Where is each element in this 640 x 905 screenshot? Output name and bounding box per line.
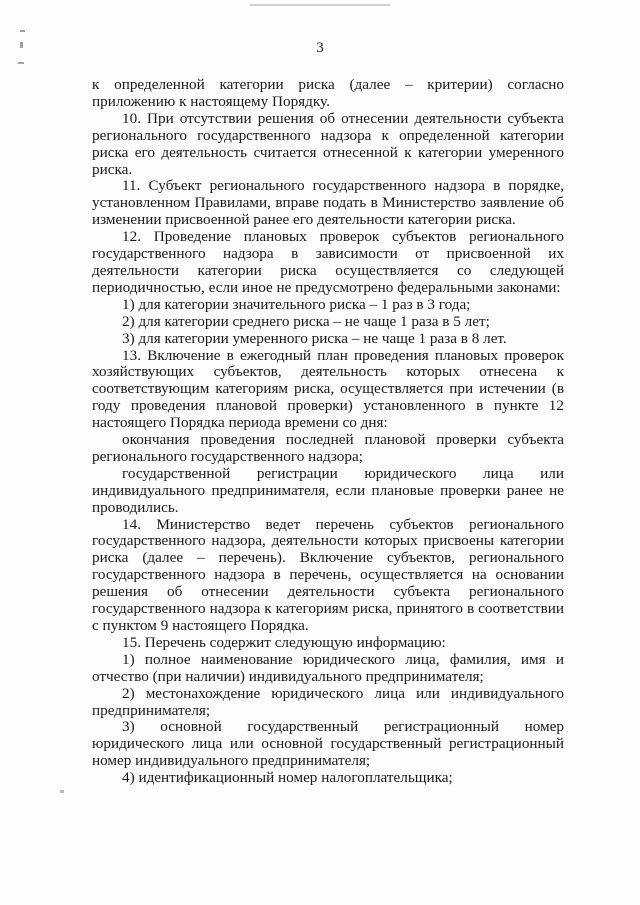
paragraph: к определенной категории риска (далее – критерии) согласно приложению к настоящему Порядку. (92, 76, 564, 110)
paragraph: окончания проведения последней плановой проверки субъекта регионального государственного надзора; (92, 431, 564, 465)
paragraph: 4) идентификационный номер налогоплательщика; (122, 769, 453, 787)
paragraph: 3) для категории умеренного риска – не чаще 1 раза в 8 лет. (122, 329, 507, 347)
scan-artifact (18, 62, 24, 64)
paragraph: 15. Перечень содержит следующую информацию: (122, 633, 446, 651)
paragraph: 2) местонахождение юридического лица или индивидуального предпринимателя; (92, 684, 564, 719)
scan-artifact (60, 790, 64, 793)
paragraph: государственной регистрации юридического лица или индивидуального предпринимателя, если плановые проверки ранее не проводились. (92, 464, 564, 516)
paragraph: 14. Министерство ведет перечень субъектов регионального государственного надзора, деятельности которых присвоены категории риска (далее – перечень). Включение субъектов, регионального государственного надзора в перечень, осуществляется на основании решения об отнесении деятельности субъекта регионального государственного надзора к категориям риска, принятого в соответствии с пунктом 9 настоящего Порядка. (92, 515, 564, 634)
paragraph: 10. При отсутствии решения об отнесении деятельности субъекта регионального государственного надзора к определенной категории риска его деятельность считается отнесенной к категории умеренного риска. (92, 109, 564, 178)
page-number: 3 (316, 40, 324, 56)
paragraph: 1) полное наименование юридического лица, фамилия, имя и отчество (при наличии) индивидуального предпринимателя; (92, 650, 564, 685)
paragraph: 13. Включение в ежегодный план проведения плановых проверок хозяйствующих субъектов, деятельность которых отнесена к соответствующим категориям риска, осуществляется при истечении (в году проведения плановой проверки) установленного в пункте 12 настоящего Порядка периода времени со дня: (92, 346, 564, 432)
paragraph: 12. Проведение плановых проверок субъектов регионального государственного надзора в зависимости от присвоенной их деятельности категории риска осуществляется со следующей периодичностью, если иное не предусмотрено федеральными законами: (92, 228, 564, 296)
paragraph: 11. Субъект регионального государственного надзора в порядке, установленном Правилами, вправе подать в Министерство заявление об изменении присвоенной ранее его деятельности категории риска. (92, 177, 564, 229)
paragraph: 1) для категории значительного риска – 1 раз в 3 года; (122, 295, 471, 313)
scan-artifact (20, 30, 25, 32)
paragraph: 2) для категории среднего риска – не чаще 1 раза в 5 лет; (122, 312, 490, 330)
document-body (92, 77, 564, 787)
paragraph: 3) основной государственный регистрационный номер юридического лица или основной государственный регистрационный номер индивидуального предпринимателя; (92, 718, 564, 770)
scan-artifact (250, 4, 390, 6)
